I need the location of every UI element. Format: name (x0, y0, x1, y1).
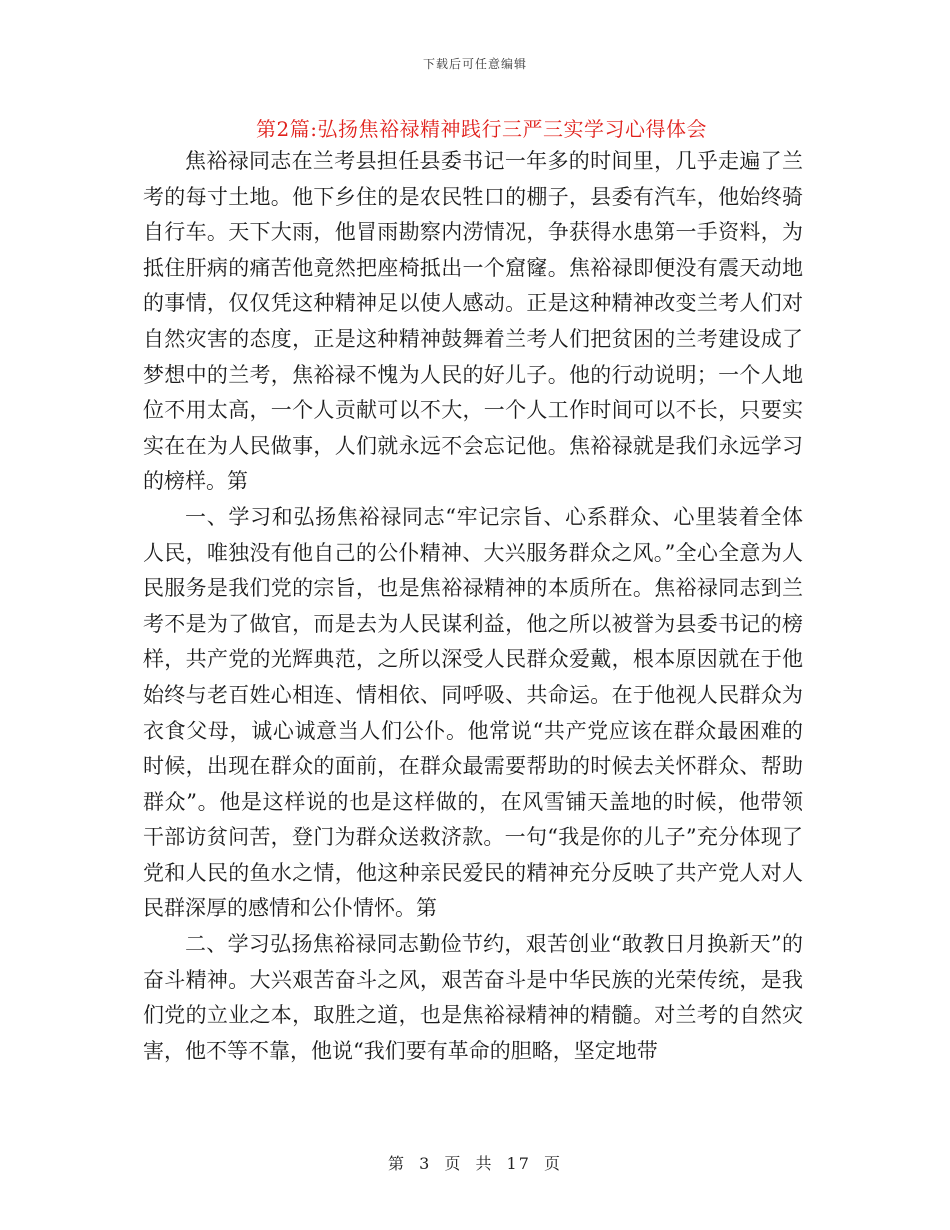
paragraph-intro: 焦裕禄同志在兰考县担任县委书记一年多的时间里，几乎走遍了兰考的每寸土地。他下乡住的是农民牲口的棚子，县委有汽车，他始终骑自行车。天下大雨，他冒雨勘察内涝情况，争获得水患第一手资料，为抵住肝病的痛苦他竟然把座椅抵出一个窟窿。焦裕禄即便没有震天动地的事情，仅仅凭这种精神足以使人感动。正是这种精神改变兰考人们对自然灾害的态度，正是这种精神鼓舞着兰考人们把贫困的兰考建设成了梦想中的兰考，焦裕禄不愧为人民的好儿子。他的行动说明；一个人地位不用太高，一个人贡献可以不大，一个人工作时间可以不长，只要实实在在为人民做事，人们就永远不会忘记他。焦裕禄就是我们永远学习的榜样。第 (143, 149, 803, 494)
paragraph-section-one: 一、学习和弘扬焦裕禄同志“牢记宗旨、心系群众、心里装着全体人民，唯独没有他自己的公仆精神、大兴服务群众之风。”全心全意为人民服务是我们党的宗旨，也是焦裕禄精神的本质所在。焦裕禄同志到兰考不是为了做官，而是去为人民谋利益，他之所以被誉为县委书记的榜样，共产党的光辉典范，之所以深受人民群众爱戴，根本原因就在于他始终与老百姓心相连、情相依、同呼吸、共命运。在于他视人民群众为衣食父母，诚心诚意当人们公仆。他常说“共产党应该在群众最困难的时候，出现在群众的面前，在群众最需要帮助的时候去关怀群众、帮助群众”。他是这样说的也是这样做的，在风雪铺天盖地的时候，他带领干部访贫问苦，登门为群众送救济款。一句“我是你的儿子”充分体现了党和人民的鱼水之情，他这种亲民爱民的精神充分反映了共产党人对人民群深厚的感情和公仆情怀。第 (143, 504, 803, 921)
paragraph-section-two: 二、学习弘扬焦裕禄同志勤俭节约，艰苦创业“敢教日月换新天”的奋斗精神。大兴艰苦奋斗之风，艰苦奋斗是中华民族的光荣传统，是我们党的立业之本，取胜之道，也是焦裕禄精神的精髓。对兰考的自然灾害，他不等不靠，他说“我们要有革命的胆略，坚定地带 (143, 932, 803, 1063)
page-header: 下载后可任意编辑 (422, 57, 527, 71)
document-title: 第2篇:弘扬焦裕禄精神践行三严三实学习心得体会 (256, 117, 707, 141)
document-body (143, 144, 803, 1069)
page-number-footer: 第 3 页 共 17 页 (388, 1154, 562, 1173)
